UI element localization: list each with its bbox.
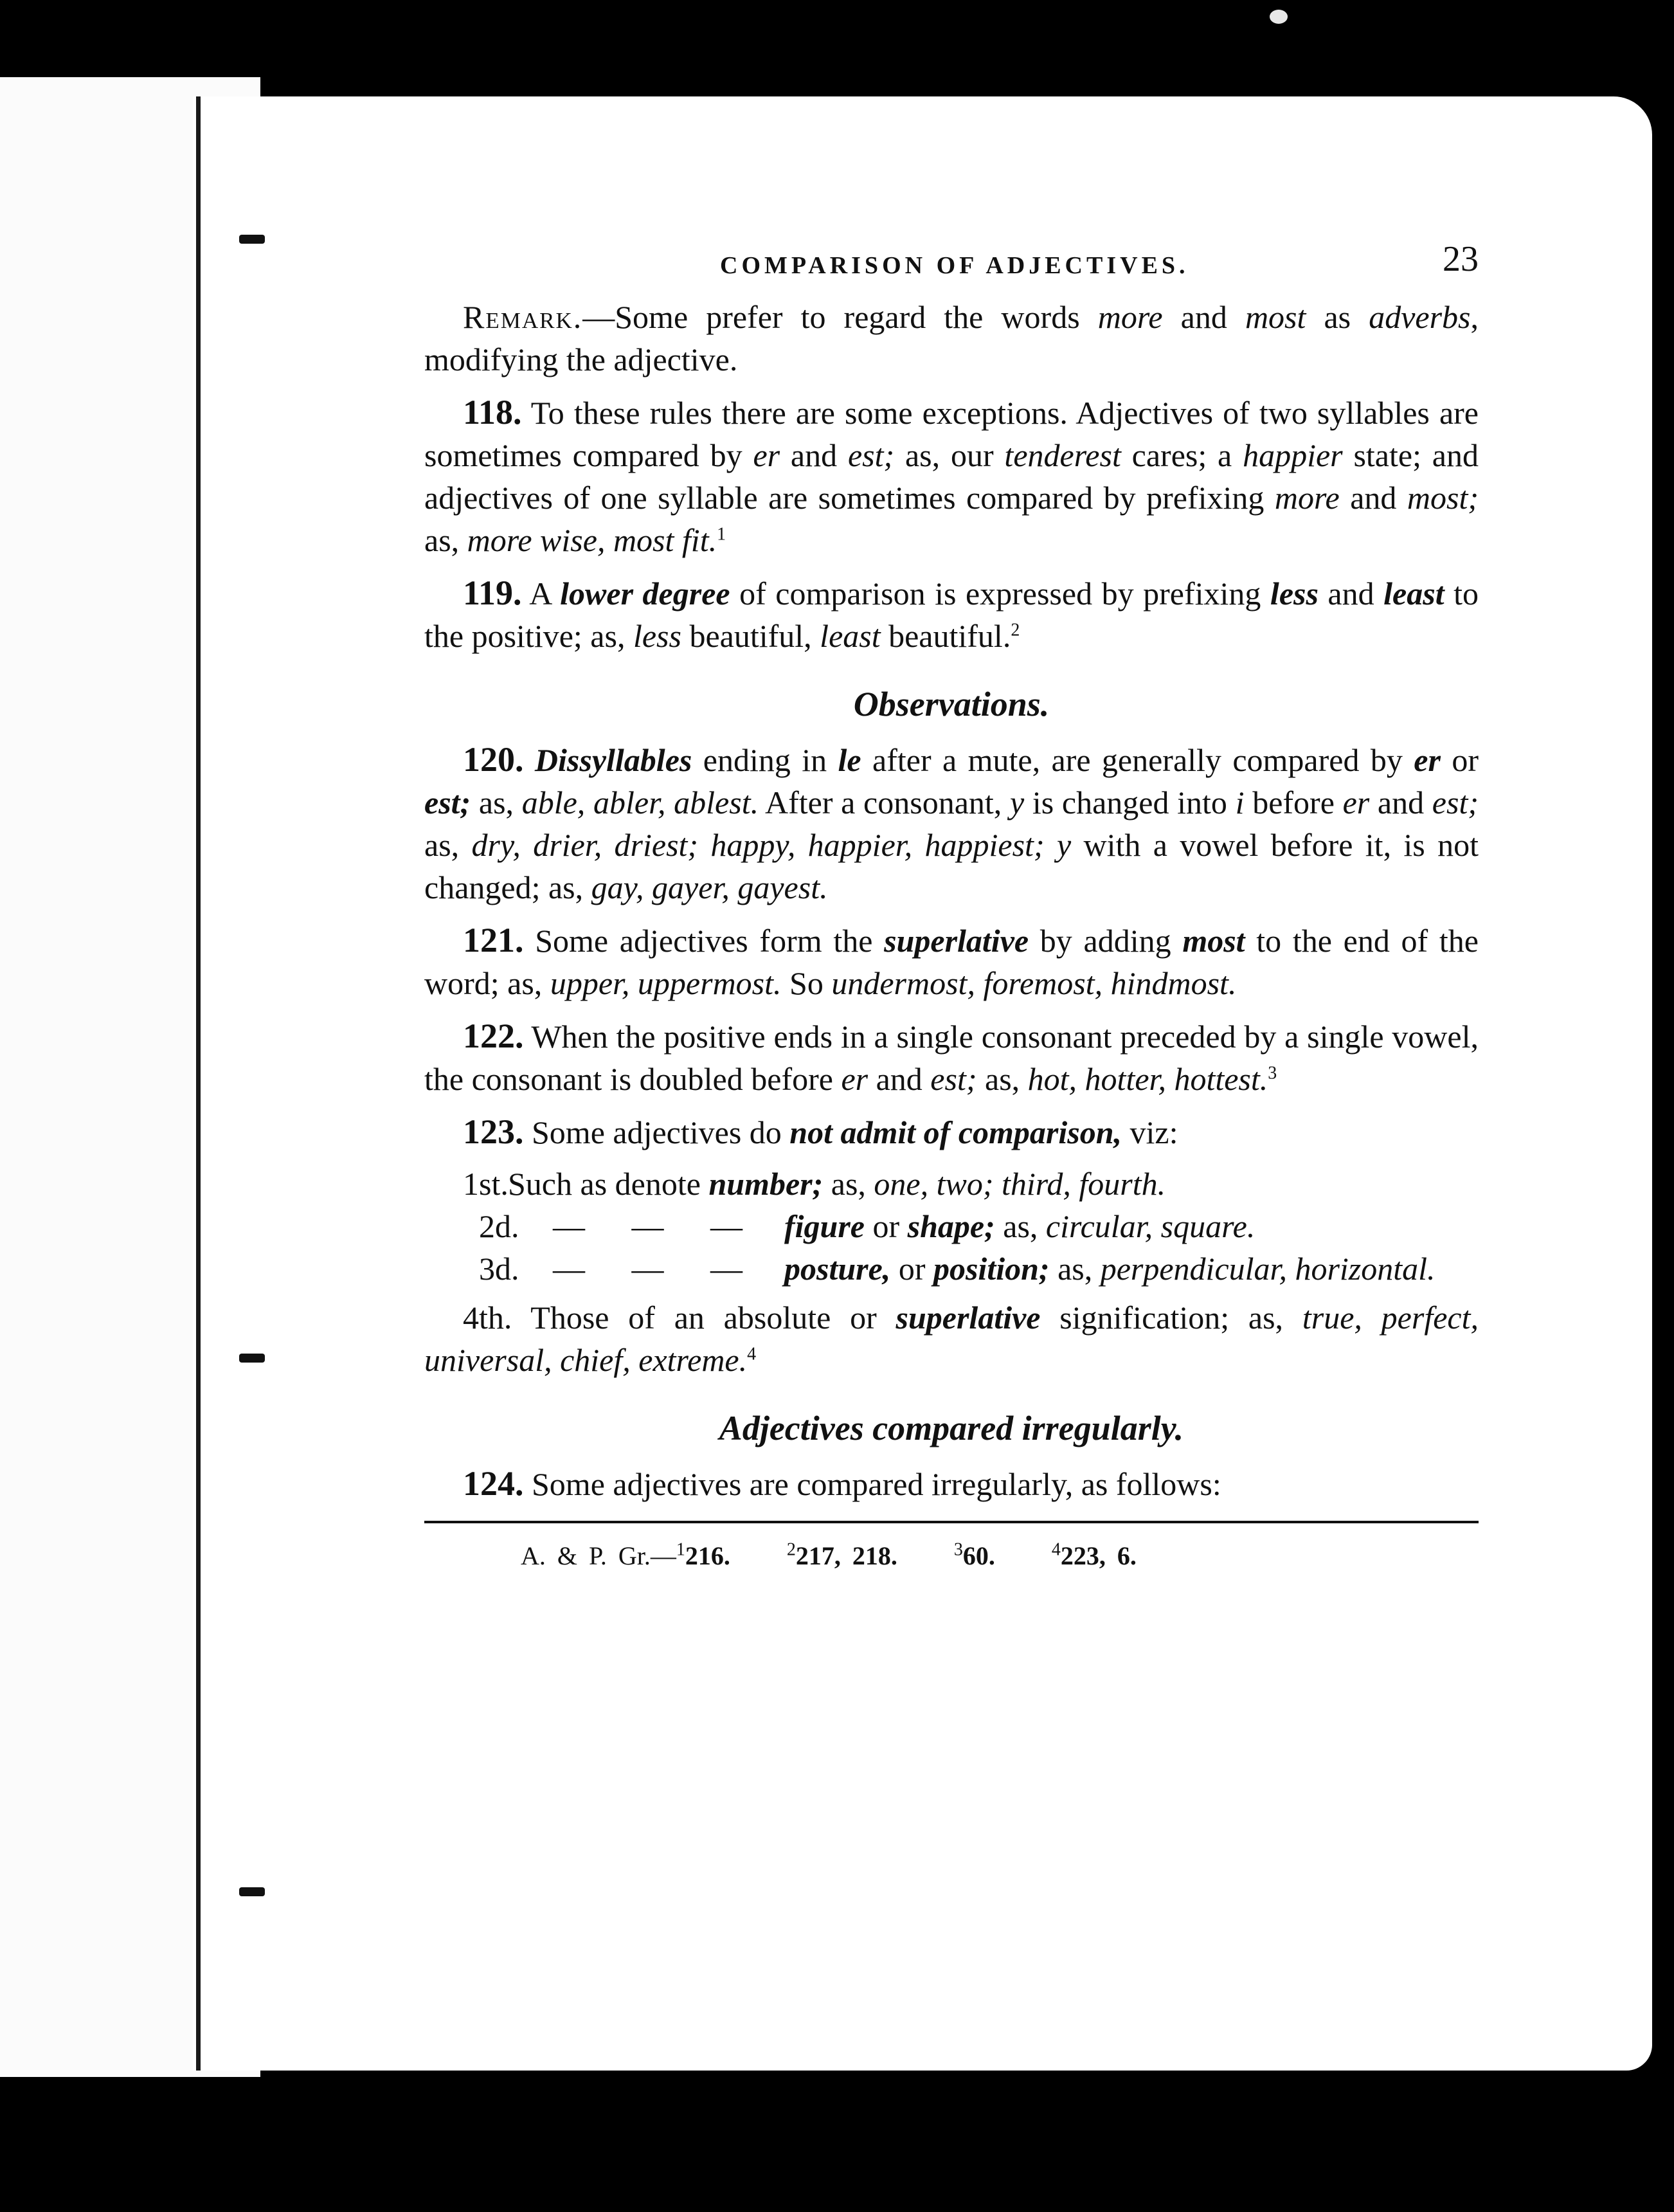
section-number: 119. xyxy=(463,574,522,612)
section-120: 120. Dissyllables ending in le after a mute, are generally compared by er or est; as, able, abler, ablest. After a consonant, y is changed into i before er and est; as, dry, drier, driest; happy, happier, happiest; y with a vowel before it, is not changed; as, gay, gayer, gayest. xyxy=(424,740,1479,905)
page-number: 23 xyxy=(1443,239,1479,279)
section-number: 124. xyxy=(463,1464,524,1503)
list-item: 1st. Such as denote number; as, one, two; third, fourth. xyxy=(424,1163,1479,1205)
gutter-tick xyxy=(239,1887,265,1896)
running-head-title: COMPARISON OF ADJECTIVES. xyxy=(720,252,1189,279)
section-number: 118. xyxy=(463,393,522,431)
gutter-tick xyxy=(239,235,265,244)
section-number: 122. xyxy=(463,1017,524,1055)
non-comparable-list xyxy=(424,1163,1479,1290)
list-label: 1st. xyxy=(463,1166,509,1202)
list-item: 3d. — — — posture, or position; as, perpendicular, horizontal. xyxy=(424,1247,1479,1290)
footnote-marker: 4 xyxy=(747,1344,757,1364)
section-number: 120. xyxy=(463,740,524,779)
footnote: $^2$217, 218. xyxy=(786,1539,897,1570)
footnote-marker: 2 xyxy=(1011,620,1020,640)
list-label: 2d. xyxy=(479,1208,519,1244)
list-item: 2d. — — — figure or shape; as, circular, square. xyxy=(424,1205,1479,1247)
footnote: A. & P. Gr.—$^1$216. xyxy=(521,1539,730,1570)
section-121: 121. Some adjectives form the superlative by adding most to the end of the word; as, upper, uppermost. So undermost, foremost, hindmost. xyxy=(424,921,1479,1001)
footnote: $^4$223, 6. xyxy=(1051,1539,1137,1570)
gutter-tick xyxy=(239,1354,265,1363)
observations-heading: Observations. xyxy=(853,685,1050,723)
footnote-marker: 1 xyxy=(717,524,726,545)
section-124: 124. Some adjectives are compared irregularly, as follows: xyxy=(463,1464,1221,1503)
list-item-fourth: 4th. Those of an absolute or superlative signification; as, true, perfect, universal, chief, extreme.$^4$ xyxy=(424,1300,1479,1378)
running-head xyxy=(424,238,1479,296)
scan-speck xyxy=(1270,10,1288,24)
page-content xyxy=(424,238,1479,1577)
irregular-heading: Adjectives compared irregularly. xyxy=(719,1409,1184,1447)
list-label: 4th. xyxy=(463,1300,512,1336)
footnotes xyxy=(424,1535,1479,1577)
section-number: 123. xyxy=(463,1112,524,1151)
section-119: 119. A lower degree of comparison is expressed by prefixing less and least to the positive; as, less beautiful, least beautiful.$^2$ xyxy=(424,574,1479,654)
section-122: 122. When the positive ends in a single consonant preceded by a single vowel, the consonant is doubled before er and est; as, hot, hotter, hottest.$^3$ xyxy=(424,1017,1479,1097)
footnote: $^3$60. xyxy=(953,1539,995,1570)
footnote-marker: 3 xyxy=(1268,1063,1277,1083)
footnote-rule xyxy=(424,1521,1479,1523)
remark-label: Remark. xyxy=(463,299,583,335)
ditto-dashes: — — — xyxy=(553,1208,762,1244)
page-edge-line xyxy=(196,96,201,2071)
section-118: 118. To these rules there are some exceptions. Adjectives of two syllables are sometimes compared by er and est; as, our tenderest cares; a happier state; and adjectives of one syllable are sometimes compared by prefixing more and most; as, more wise, most fit.$^1$ xyxy=(424,393,1479,558)
ditto-dashes: — — — xyxy=(553,1251,762,1287)
list-label: 3d. xyxy=(479,1251,519,1287)
section-number: 121. xyxy=(463,921,524,959)
section-123: 123. Some adjectives do not admit of comparison, viz: xyxy=(463,1112,1178,1151)
remark-paragraph: Remark.—Some prefer to regard the words more and most as adverbs, modifying the adjective. xyxy=(424,299,1479,377)
